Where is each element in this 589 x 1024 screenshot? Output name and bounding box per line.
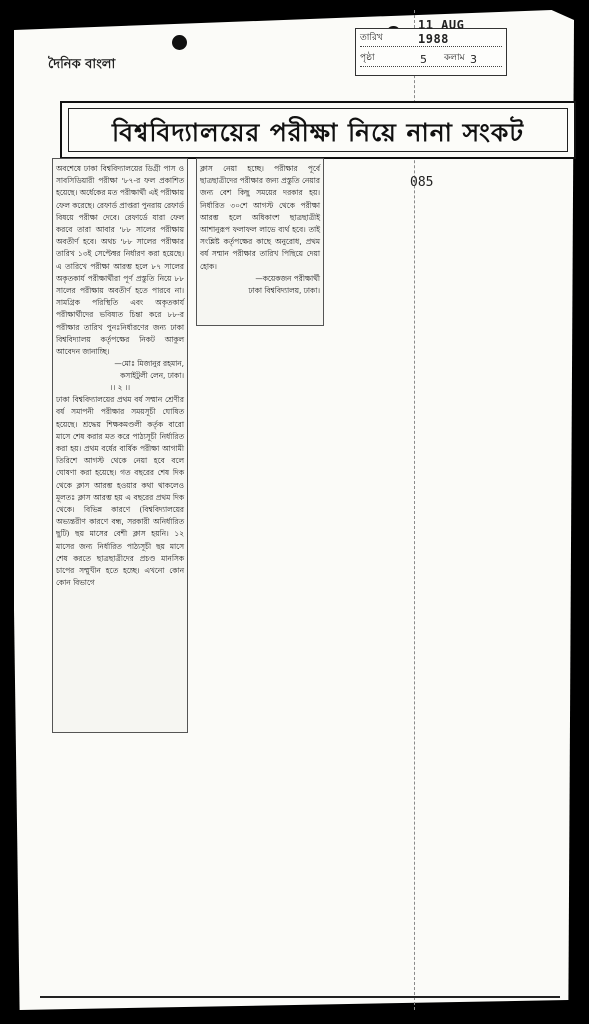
letter-continued-body: ক্লাস নেয়া হচ্ছে। পরীক্ষার পূর্বে ছাত্রছাত্রীদের পরীক্ষার জন্য প্রস্তুতি নেয়ার জন্য বেশ কিছু সময়ের দরকার হয়। নির্ধারিত ৩০শে আগস্ট থেকে পরীক্ষা আরম্ভ হলে অধিকাংশ ছাত্রছাত্রীই আশানুরূপ ফলাফল লাভে ব্যর্থ হবে। তাই সংশ্লিষ্ট কর্তৃপক্ষের কাছে অনুরোধ, প্রথম বর্ষ সম্মান পরীক্ষার তারিখ পিছিয়ে দেয়া হোক।: [200, 164, 320, 271]
article-column-right: [196, 158, 324, 326]
page-bottom-edge: [40, 996, 560, 998]
punch-hole: [172, 35, 187, 50]
letter-continued-signature: —কয়েকজন পরীক্ষার্থী ঢাকা বিশ্ববিদ্যালয়, ঢাকা।: [248, 273, 320, 295]
stamp-date-row: [360, 18, 502, 47]
stamp-date-label: তারিখ: [360, 33, 383, 43]
fold-line: [414, 10, 415, 1010]
article-column-left: [52, 158, 188, 733]
headline-frame: [68, 108, 568, 152]
headline-box: [60, 101, 576, 159]
newspaper-name: দৈনিক বাংলা: [48, 57, 116, 72]
stamp-date-value: 11 AUG 1988: [418, 18, 465, 46]
letter-two-marker: ।। ২ ।।: [109, 383, 131, 393]
date-stamp: [355, 18, 507, 76]
letter-one-signature: —মোঃ মিজানুর রহমান, কসাইটুলী লেন, ঢাকা।: [114, 359, 184, 381]
stamp-page-row: [360, 53, 502, 67]
stamp-column-value: 3: [470, 53, 477, 66]
headline: বিশ্ববিদ্যালয়ের পরীক্ষা নিয়ে নানা সংকট: [112, 118, 524, 147]
letter-one-body: অবশেষে ঢাকা বিশ্ববিদ্যালয়ের ডিগ্রী পাস ও সাবসিডিয়ারী পরীক্ষা '৮৭-র ফল প্রকাশিত হয়েছে। অর্ধেকের মত পরীক্ষার্থী এই পরীক্ষায় ফেল করেছে। রেফার্ড প্রাপ্তরা পুনরায় রেফার্ড বিষয়ে পরীক্ষা দেবে। রেফার্ডে যারা ফেল করবে তারা আবার '৮৮ সালের পরীক্ষায় অবতীর্ণ হবে। অথচ '৮৮ সালের পরীক্ষার তারিখ ১৩ই সেপ্টেম্বর নির্ধারণ করা হয়েছে। এ তারিখে পরীক্ষা আরম্ভ হলে ৮৭ সালের অকৃতকার্য পরীক্ষার্থীরা পূর্ণ প্রস্তুতি নিয়ে ৮৮ সালের পরীক্ষায় অবতীর্ণ হতে পারবে না। সামগ্রিক পরিস্থিতি এবং অকৃতকার্য পরীক্ষার্থীদের ভবিষ্যত চিন্তা করে ৮৮-র পরীক্ষার তারিখ পুনঃনির্ধারণের জন্য ঢাকা বিশ্ববিদ্যালয় কর্তৃপক্ষের নিকট আকুল আবেদন জানাচ্ছি।: [56, 164, 184, 357]
file-number: 085: [410, 175, 434, 190]
stamp-page-value: 5: [420, 53, 427, 66]
stamp-column-label: কলাম: [444, 53, 465, 63]
stamp-page-label: পৃষ্ঠা: [360, 53, 375, 63]
letter-two-body: ঢাকা বিশ্ববিদ্যালয়ের প্রথম বর্ষ সম্মান শ্রেণীর বর্ষ সমাপনী পরীক্ষার সময়সূচী ঘোষিত হয়েছে। শ্রদ্ধেয় শিক্ষকমণ্ডলী কর্তৃক বারো মাসে শেষ করার মত করে পাঠ্যসূচী নির্ধারিত করা হয়। প্রথম বর্ষের বার্ষিক পরীক্ষা আগামী তিরিশে আগস্ট থেকে নেয়া হবে বলে ঘোষণা করা হয়েছে। গত বছরের শেষ দিক থেকে ক্লাস আরম্ভ হওয়ার কথা থাকলেও মূলতঃ ক্লাস আরম্ভ হয় এ বছরের প্রথম দিক থেকে। বিভিন্ন কারণে (বিশ্ববিদ্যালয়ের অভ্যন্তরীণ কারণে বন্ধ, সরকারী অনির্ধারিত ছুটি) ছয় মাসের বেশী ক্লাস হয়নি। ১২ মাসের জন্য নির্ধারিত পাঠ্যসূচী ছয় মাসে শেষ করতে ছাত্রছাত্রীদের প্রচণ্ড মানসিক চাপের সম্মুখীন হতে হচ্ছে। এখনো কোন কোন বিভাগে: [56, 395, 184, 588]
